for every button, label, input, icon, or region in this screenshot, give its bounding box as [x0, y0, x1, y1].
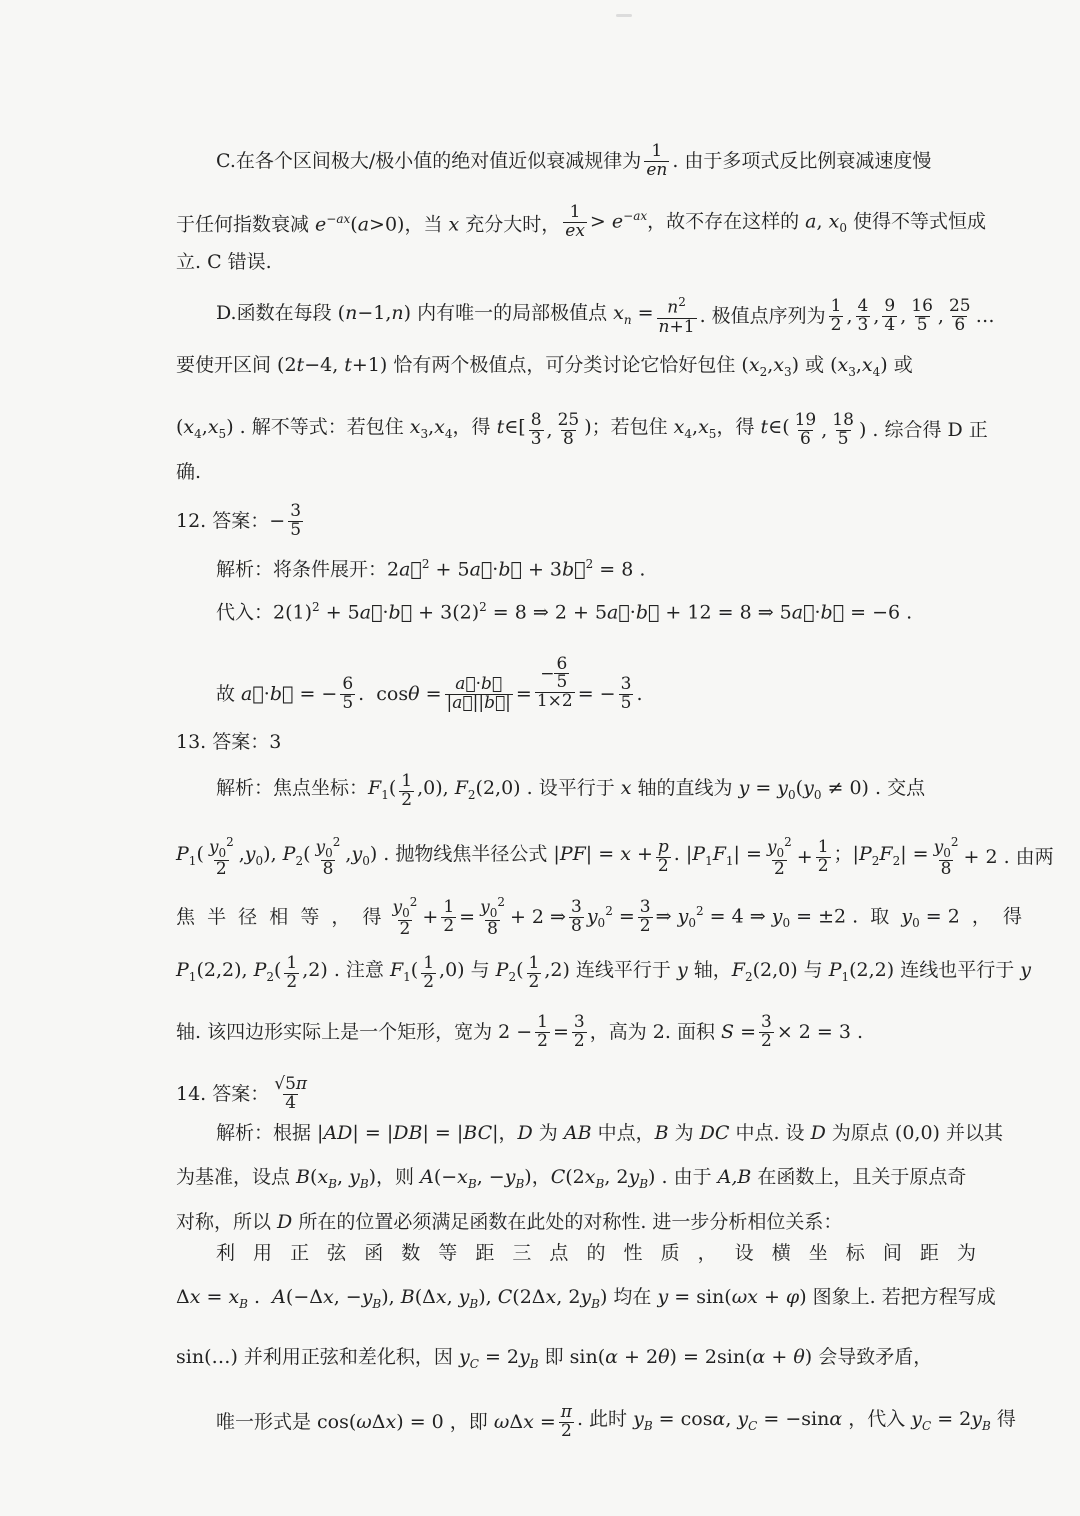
line-q14d: 利 用 正 弦 函 数 等 距 三 点 的 性 质 ， 设 横 坐 标 间 距 为 — [216, 1242, 976, 1264]
line-c1: C.在各个区间极大/极小值的绝对值近似衰减规律为 $\frac{1}{en}$ . 由于多项式反比例衰减速度慢 — [216, 141, 932, 180]
line-q14a: 解析：根据 |AD| = |DB| = |BC|，D 为 AB 中点，B 为 DC 中点. 设 D 为原点 (0,0) 并以其 — [216, 1122, 1003, 1144]
line-q13b: $P_1$( $\frac{y_0^2}{2}$ $,y_0$), $P_2$( $\frac{y_0^2}{8}$ $,y_0$) . 抛物线焦半径公式 |PF| = x + $\frac{p}{2}$ . $|P_1F_1|$ = $\frac{y_0^2}{2}$ + $\frac{1}{2}$ ；$|P_2F_2|$ = $\frac{y_0^2}{8}$ + 2 . 由两 — [176, 835, 1054, 879]
line-d3: $(x_4,x_5)$ . 解不等式：若包住 $x_3,x_4$，得 t∈[ $\frac{8}{3}$ , $\frac{25}{8}$ )；若包住 $x_4,x_5$，得 t∈( $\frac{19}{6}$ , $\frac{18}{5}$ ) . 综合得 D 正 — [176, 410, 988, 449]
line-d4: 确. — [176, 461, 202, 483]
line-q14b: 为基准，设点 $B(x_B$, $y_B$)，则 $A(-x_B$, $-y_B$)，$C(2x_B$, $2y_B$) . 由于 A,B 在函数上，且关于原点奇 — [176, 1166, 967, 1191]
line-q13a: 解析：焦点坐标：$F_1$( $\frac{1}{2}$ ,0), $F_2(2,0)$ . 设平行于 x 轴的直线为 $y = y_0(y_0 \ne 0)$ . 交点 — [216, 771, 926, 810]
line-d1: D.函数在每段 (n−1,n) 内有唯一的局部极值点 $x_n$ = $\frac{n^2}{n+1}$ . 极值点序列为 $\frac{1}{2}$ , $\frac{4}{3}$ , $\frac{9}{4}$ , $\frac{16}{5}$ , $\frac{25}{6}$ … — [216, 295, 995, 337]
answer-13: 13. 答案：3 — [176, 731, 282, 753]
line-q12a: 解析：将条件展开：2a⃗$^2$ + 5a⃗·b⃗ + 3b⃗$^2$ = 8 . — [216, 557, 646, 581]
answer-14: 14. 答案： $\frac{√5\pi}{4}$ — [176, 1074, 308, 1113]
line-c2: 于任何指数衰减 $e^{-ax}(a>0)$，当 x 充分大时， $\frac{1}{ex}$ > $e^{-ax}$，故不存在这样的 a, $x_0$ 使得不等式恒成 — [176, 201, 986, 241]
line-q13d: $P_1(2,2)$, $P_2$( $\frac{1}{2}$ ,2) . 注意 $F_1$( $\frac{1}{2}$ ,0) 与 $P_2$( $\frac{1}{2}$ ,2) 连线平行于 y 轴，$F_2(2,0)$ 与 $P_1(2,2)$ 连线也平行于 y — [176, 953, 1031, 992]
line-q14e: $\Delta x = x_B$ . A(−Δx, $-y_B$), B(Δx, $y_B$), C(2Δx, $2y_B$) 均在 y = sin(ωx + φ) 图象上. 若把方程写成 — [176, 1286, 996, 1311]
line-q14f: sin(…) 并利用正弦和差化积，因 $y_C = 2y_B$ 即 sin(α + 2θ) = 2sin(α + θ) 会导致矛盾， — [176, 1346, 933, 1371]
answer-12: 12. 答案：− $\frac{3}{5}$ — [176, 501, 302, 540]
line-d2: 要使开区间 (2t−4, t+1) 恰有两个极值点，可分类讨论它恰好包住 $(x_2,x_3)$ 或 $(x_3,x_4)$ 或 — [176, 354, 913, 379]
line-q14g: 唯一形式是 cos(ωΔx) = 0 ，即 ωΔx = $\frac{\pi}{2}$ . 此时 $y_B = \cos\alpha$, $y_C = -\sin\alpha$ ，代入 $y_C = 2y_B$ 得 — [216, 1402, 1016, 1441]
line-c3: 立. C 错误. — [176, 251, 272, 273]
line-q13c: 焦 半 径 相 等 ， 得 $\frac{y_0^2}{2}$ + $\frac{1}{2}$ = $\frac{y_0^2}{8}$ + 2 ⇒ $\frac{3}{8}$ $y_0^2$ = $\frac{3}{2}$ ⇒ $y_0^2 = 4$ ⇒ $y_0 = \pm 2$ . 取 $y_0 = 2$ ， 得 — [176, 895, 1022, 939]
line-q13e: 轴. 该四边形实际上是一个矩形，宽为 2 − $\frac{1}{2}$ = $\frac{3}{2}$ ，高为 2. 面积 S = $\frac{3}{2}$ × 2 = 3 . — [176, 1012, 864, 1051]
line-q14c: 对称，所以 D 所在的位置必须满足函数在此处的对称性. 进一步分析相位关系： — [176, 1211, 843, 1233]
scan-mark — [616, 14, 632, 17]
line-q12b: 代入：$2(1)^2$ + 5a⃗·b⃗ + $3(2)^2 = 8$ ⇒ 2 + 5a⃗·b⃗ + 12 = 8 ⇒ 5a⃗·b⃗ = −6 . — [216, 600, 913, 624]
line-q12c: 故 a⃗·b⃗ = − $\frac{6}{5}$ . cosθ = $\frac{a⃗\cdot b⃗}{|a⃗||b⃗|}$ = − $\frac{6}{5}$ 1×2 = − $\frac{3}{5}$ . — [216, 653, 643, 713]
